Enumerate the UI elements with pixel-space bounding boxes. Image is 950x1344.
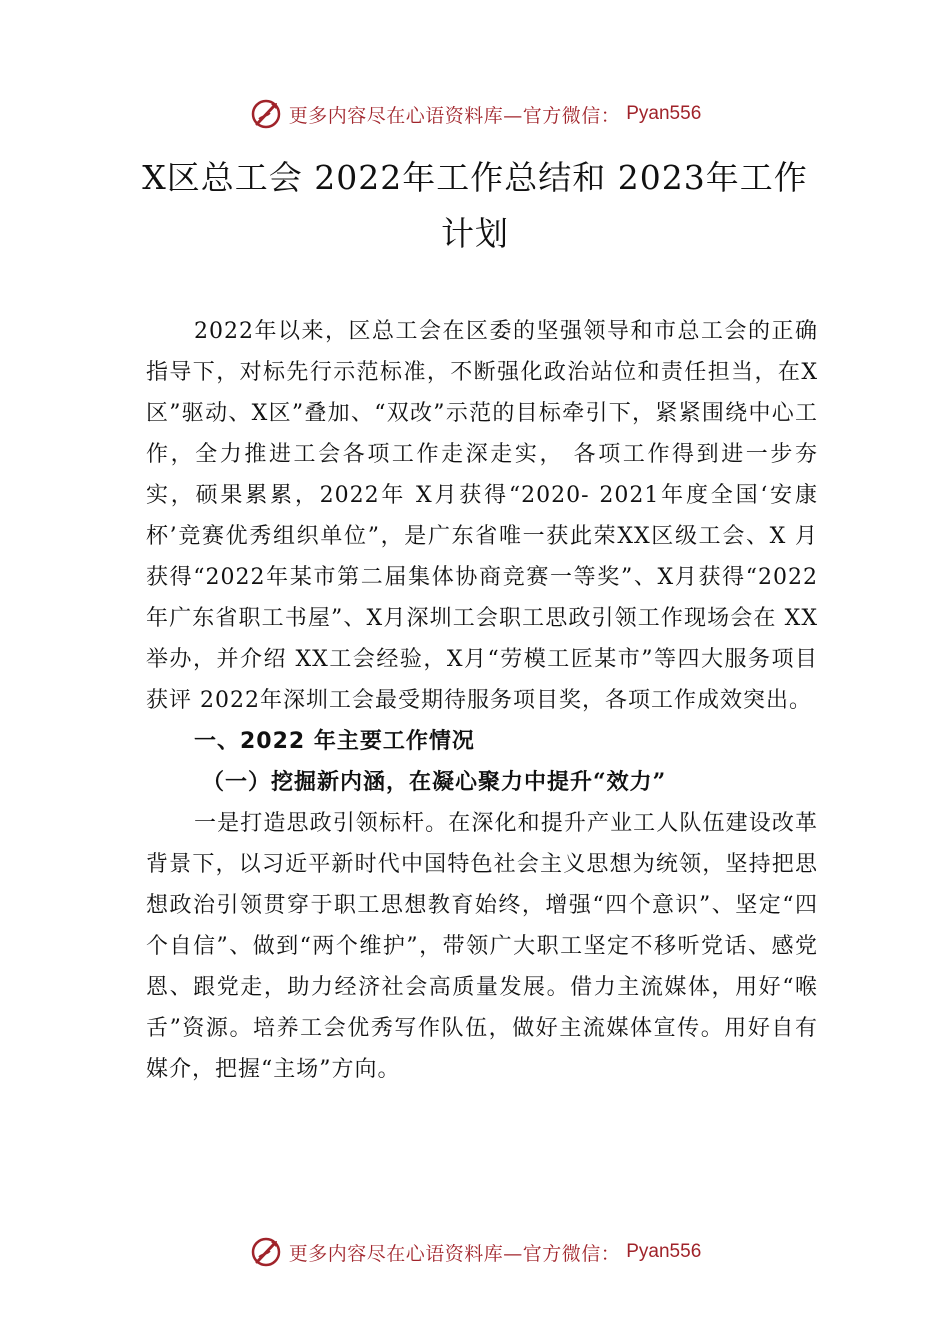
watermark-text: 更多内容尽在心语资料库—官方微信： [288, 1242, 621, 1265]
brush-logo-icon [249, 97, 283, 131]
document-body [146, 311, 818, 1090]
brush-logo-icon [249, 1235, 283, 1269]
watermark-account: Pyan556 [626, 103, 702, 124]
watermark-text: 更多内容尽在心语资料库—官方微信： [288, 104, 621, 127]
watermark-header [0, 94, 950, 134]
document-title: X区总工会 2022年工作总结和 2023年工作计划 [142, 158, 808, 253]
watermark-account: Pyan556 [626, 1241, 702, 1262]
watermark-footer [0, 1232, 950, 1272]
section-heading: 一、2022 年主要工作情况 [194, 729, 475, 754]
body-paragraph: 一是打造思政引领标杆。在深化和提升产业工人队伍建设改革背景下，以习近平新时代中国特色社会主义思想为统领，坚持把思想政治引领贯穿于职工思想教育始终，增强“四个意识”、坚定“四个自信”、做到“两个维护”，带领广大职工坚定不移听党话、感党恩、跟党走，助力经济社会高质量发展。借力主流媒体，用好“喉舌”资源。培养工会优秀写作队伍，做好主流媒体宣传。用好自有媒介，把握“主场”方向。 [146, 811, 818, 1082]
subsection-heading: （一）挖掘新内涵，在凝心聚力中提升“效力” [202, 769, 667, 795]
intro-paragraph: 2022年以来，区总工会在区委的坚强领导和市总工会的正确指导下，对标先行示范标准，不断强化政治站位和责任担当，在X区”驱动、X区”叠加、“双改”示范的目标牵引下，紧紧围绕中心工作，全力推进工会各项工作走深走实， 各项工作得到进一步夯实，硕果累累，2022年 X月获得“2020- 2021年度全国‘安康杯’竞赛优秀组织单位”，是广东省唯一获此荣XX区级工会、X 月获得“2022年某市第二届集体协商竞赛一等奖”、X月获得“2022年广东省职工书屋”、X月深圳工会职工思政引领工作现场会在 XX举办，并介绍 XX工会经验，X月“劳模工匠某市”等四大服务项目获评 2022年深圳工会最受期待服务项目奖，各项工作成效突出。 [146, 319, 818, 713]
